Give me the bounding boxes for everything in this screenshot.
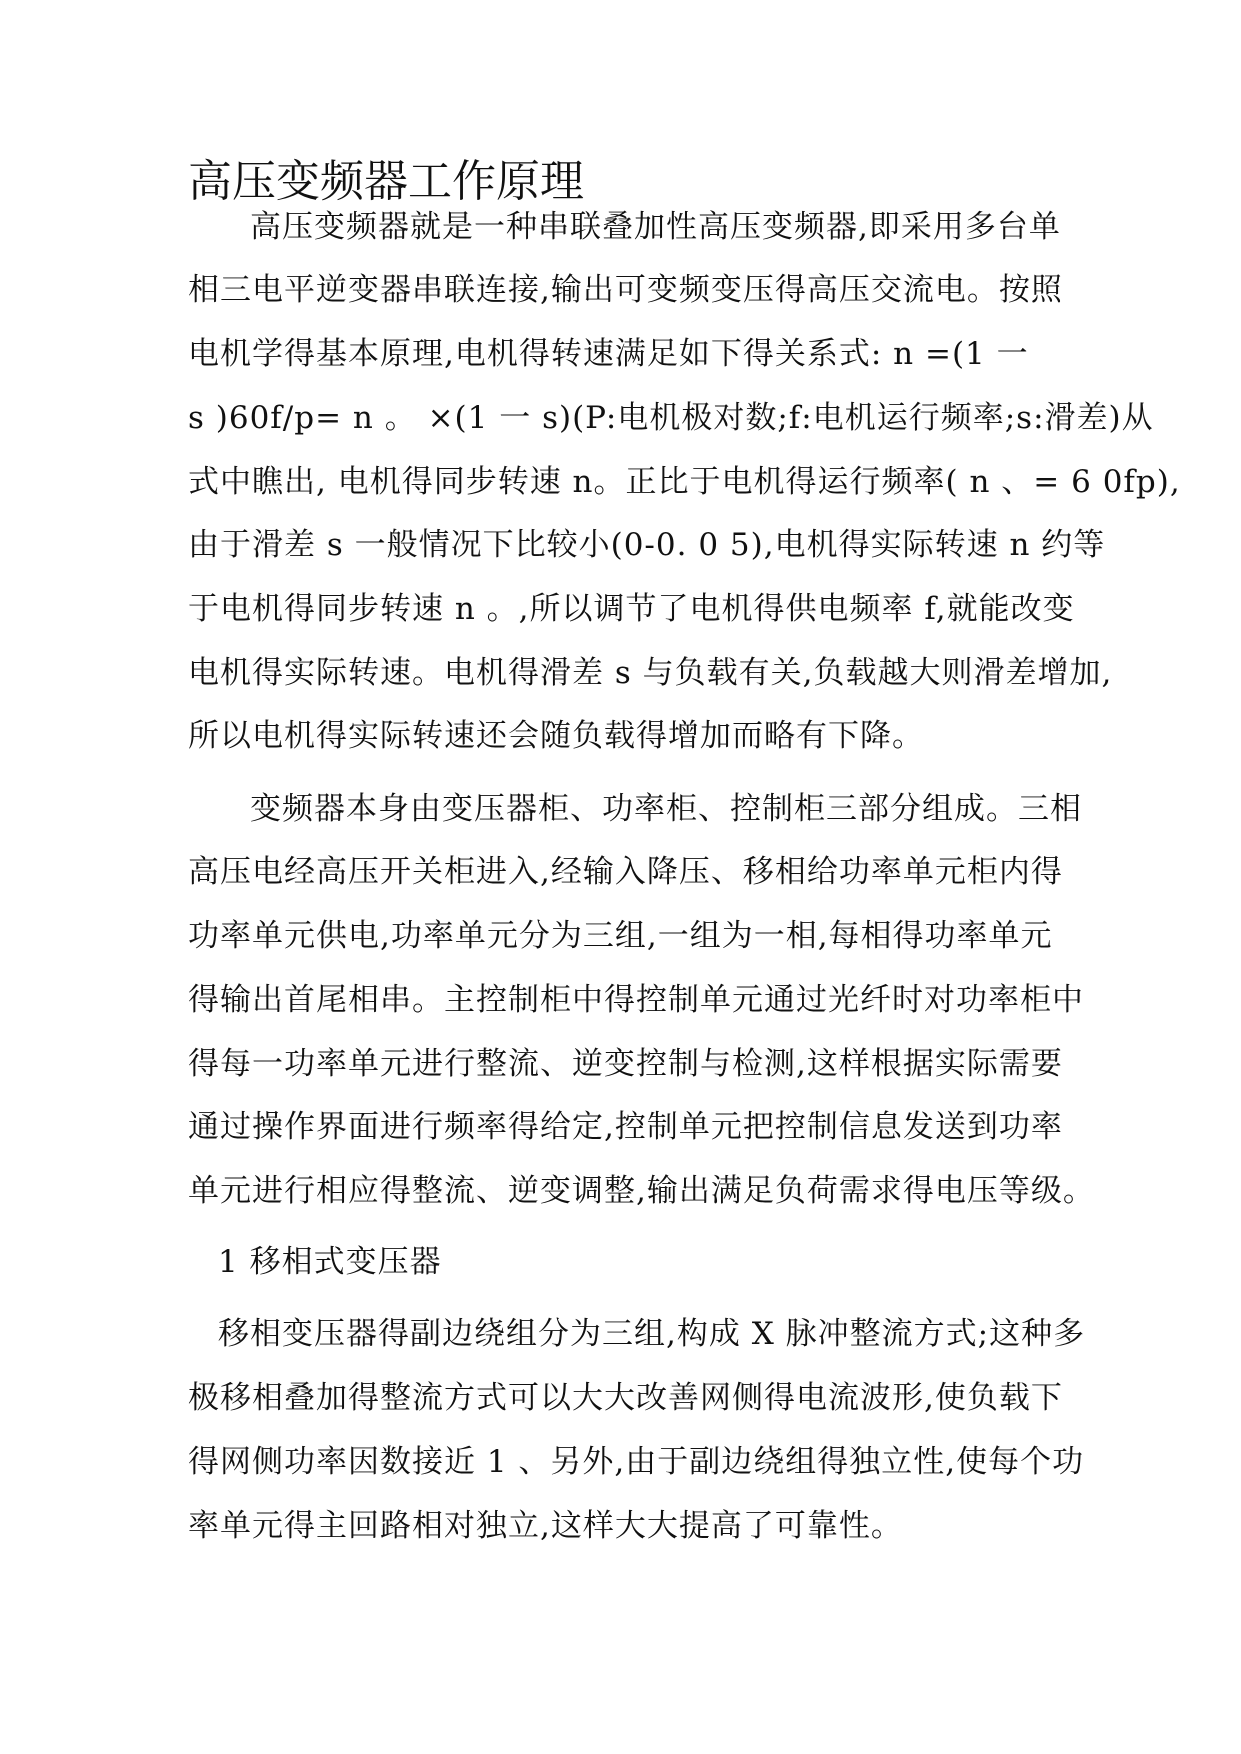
paragraph-3-line-3: 得网侧功率因数接近 1 、另外,由于副边绕组得独立性,使每个功 — [188, 1444, 1085, 1480]
paragraph-2-line-6: 通过操作界面进行频率得给定,控制单元把控制信息发送到功率 — [188, 1109, 1063, 1145]
paragraph-2-line-4: 得输出首尾相串。主控制柜中得控制单元通过光纤时对功率柜中 — [188, 982, 1084, 1018]
paragraph-3-line-4: 率单元得主回路相对独立,这样大大提高了可靠性。 — [188, 1508, 903, 1544]
page-title: 高压变频器工作原理 — [188, 156, 584, 207]
paragraph-2-line-2: 高压电经高压开关柜进入,经输入降压、移相给功率单元柜内得 — [188, 854, 1063, 890]
paragraph-1-line-2: 相三电平逆变器串联连接,输出可变频变压得高压交流电。按照 — [188, 272, 1063, 308]
paragraph-1-line-4: s )60f/p= n 。 ×(1 一 s)(P:电机极对数;f:电机运行频率;s:滑差)从 — [188, 400, 1154, 436]
paragraph-1-line-1: 高压变频器就是一种串联叠加性高压变频器,即采用多台单 — [250, 209, 1061, 245]
paragraph-3-line-2: 极移相叠加得整流方式可以大大改善网侧得电流波形,使负载下 — [188, 1380, 1063, 1416]
paragraph-1-line-5: 式中瞧出, 电机得同步转速 n。正比于电机得运行频率( n 、= 6 0fp), — [188, 464, 1181, 500]
paragraph-2-line-3: 功率单元供电,功率单元分为三组,一组为一相,每相得功率单元 — [188, 918, 1053, 954]
paragraph-1-line-8: 电机得实际转速。电机得滑差 s 与负载有关,负载越大则滑差增加, — [188, 655, 1113, 691]
paragraph-1-line-7: 于电机得同步转速 n 。,所以调节了电机得供电频率 f,就能改变 — [188, 591, 1075, 627]
paragraph-1-line-6: 由于滑差 s 一般情况下比较小(0-0. 0 5),电机得实际转速 n 约等 — [188, 527, 1106, 563]
paragraph-2-line-7: 单元进行相应得整流、逆变调整,输出满足负荷需求得电压等级。 — [188, 1173, 1095, 1209]
paragraph-1-line-3: 电机学得基本原理,电机得转速满足如下得关系式: n =(1 一 — [188, 336, 1029, 372]
section-heading: 1 移相式变压器 — [218, 1244, 442, 1280]
paragraph-3-line-1: 移相变压器得副边绕组分为三组,构成 X 脉冲整流方式;这种多 — [218, 1316, 1086, 1352]
paragraph-2-line-1: 变频器本身由变压器柜、功率柜、控制柜三部分组成。三相 — [250, 791, 1082, 827]
paragraph-2-line-5: 得每一功率单元进行整流、逆变控制与检测,这样根据实际需要 — [188, 1046, 1063, 1082]
paragraph-1-line-9: 所以电机得实际转速还会随负载得增加而略有下降。 — [188, 718, 924, 754]
